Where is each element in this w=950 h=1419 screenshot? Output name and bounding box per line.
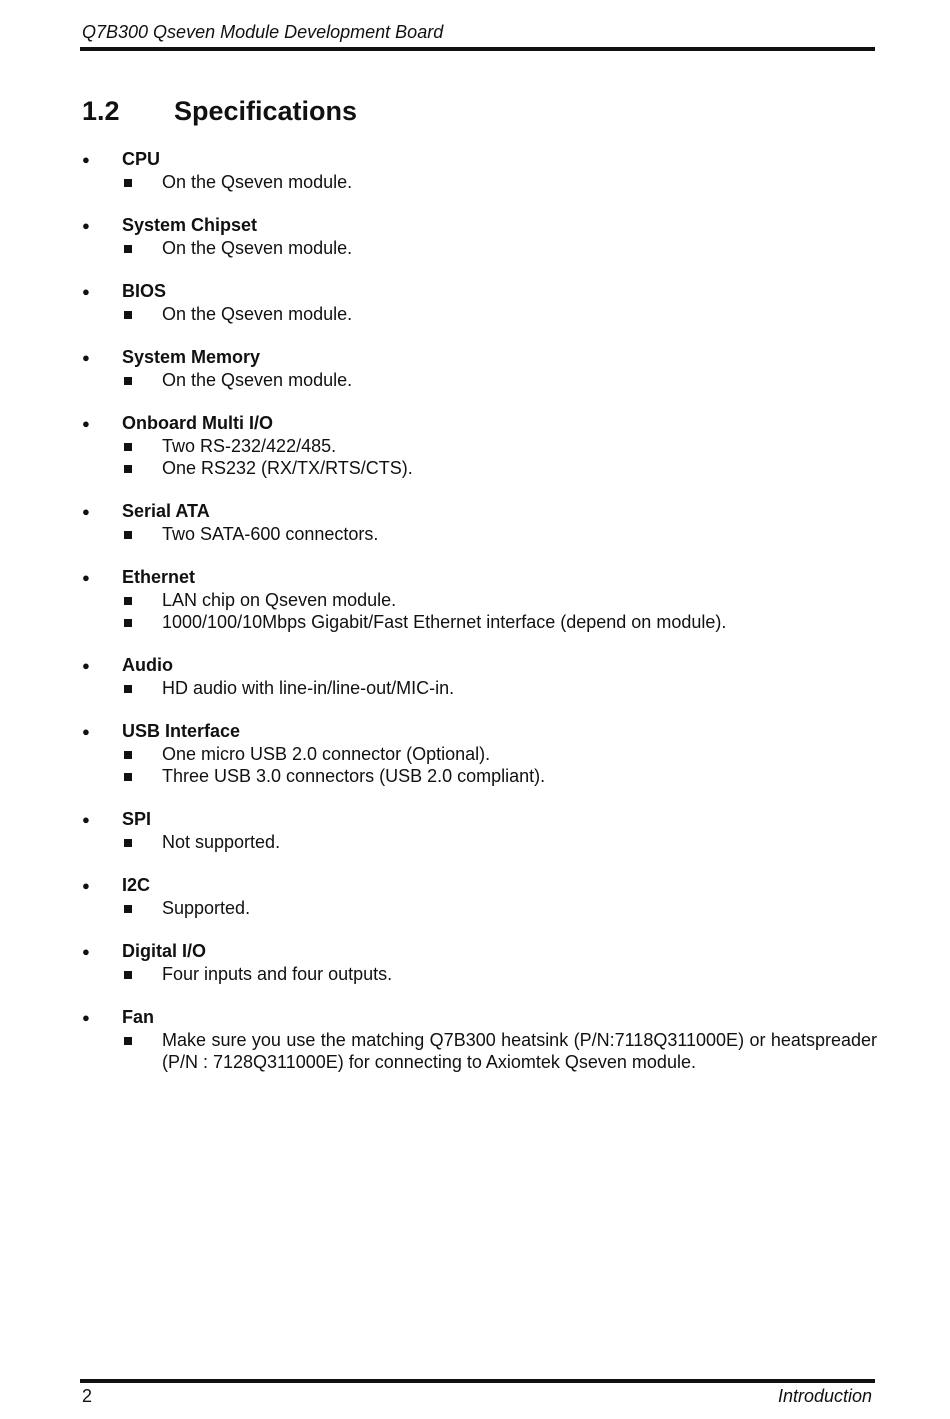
spec-items [82, 677, 877, 699]
spec-title-row [82, 280, 877, 303]
spec-item [82, 237, 877, 259]
spec-items [82, 171, 877, 193]
spec-title: Audio [122, 655, 173, 675]
spec-group [82, 412, 877, 479]
spec-item-text: On the Qseven module. [162, 370, 353, 390]
spec-item [82, 831, 877, 853]
spec-title-row [82, 412, 877, 435]
section-heading [82, 96, 357, 127]
square-bullet-icon [122, 765, 162, 787]
spec-group [82, 1006, 877, 1073]
spec-item-text: Make sure you use the matching Q7B300 heatsink (P/N:7118Q311000E) or heatspreader (P/N : 7128Q311000E) for connecting to Axiomtek Qseven module. [162, 1030, 877, 1072]
spec-title: BIOS [122, 281, 167, 301]
spec-title-row [82, 1006, 877, 1029]
spec-group [82, 566, 877, 633]
spec-items [82, 303, 877, 325]
spec-title-row [82, 148, 877, 171]
spec-title: Ethernet [122, 567, 196, 587]
spec-items [82, 831, 877, 853]
spec-group [82, 808, 877, 853]
spec-title: System Memory [122, 347, 261, 367]
square-bullet-icon [122, 303, 162, 325]
spec-item-text: Supported. [162, 898, 251, 918]
square-bullet-icon [122, 677, 162, 699]
spec-items [82, 1029, 877, 1073]
spec-item [82, 589, 877, 611]
spec-item [82, 677, 877, 699]
spec-item-text: Two SATA-600 connectors. [162, 524, 379, 544]
spec-item-text: On the Qseven module. [162, 172, 353, 192]
spec-item-text: One RS232 (RX/TX/RTS/CTS). [162, 458, 413, 478]
square-bullet-icon [122, 897, 162, 919]
running-header: Q7B300 Qseven Module Development Board [82, 22, 444, 42]
spec-title: SPI [122, 809, 152, 829]
square-bullet-icon [122, 457, 162, 479]
round-bullet-icon: ● [82, 284, 90, 299]
round-bullet-icon: ● [82, 504, 90, 519]
spec-list [82, 148, 877, 1094]
spec-group [82, 874, 877, 919]
spec-item [82, 303, 877, 325]
spec-group [82, 280, 877, 325]
spec-item [82, 435, 877, 457]
spec-items [82, 743, 877, 787]
spec-item-text: On the Qseven module. [162, 238, 353, 258]
spec-item [82, 1029, 877, 1073]
spec-items [82, 237, 877, 259]
square-bullet-icon [122, 237, 162, 259]
spec-items [82, 589, 877, 633]
spec-item [82, 523, 877, 545]
spec-item-text: Three USB 3.0 connectors (USB 2.0 compliant). [162, 766, 546, 786]
spec-title-row [82, 566, 877, 589]
spec-title: CPU [122, 149, 161, 169]
spec-title-row [82, 346, 877, 369]
square-bullet-icon [122, 611, 162, 633]
footer-rule [80, 1379, 875, 1383]
spec-item-text: 1000/100/10Mbps Gigabit/Fast Ethernet interface (depend on module). [162, 612, 727, 632]
spec-title: Serial ATA [122, 501, 210, 521]
section-title: Specifications [174, 96, 358, 126]
round-bullet-icon: ● [82, 350, 90, 365]
spec-title-row [82, 720, 877, 743]
square-bullet-icon [122, 435, 162, 457]
page-number: 2 [82, 1386, 93, 1406]
spec-title-row [82, 874, 877, 897]
round-bullet-icon: ● [82, 152, 90, 167]
square-bullet-icon [122, 831, 162, 853]
spec-group [82, 214, 877, 259]
spec-item-text: HD audio with line-in/line-out/MIC-in. [162, 678, 455, 698]
spec-items [82, 963, 877, 985]
header-rule [80, 47, 875, 51]
spec-item-text: LAN chip on Qseven module. [162, 590, 397, 610]
spec-item [82, 765, 877, 787]
round-bullet-icon: ● [82, 416, 90, 431]
spec-items [82, 435, 877, 479]
round-bullet-icon: ● [82, 1010, 90, 1025]
spec-title-row [82, 500, 877, 523]
spec-group [82, 940, 877, 985]
square-bullet-icon [122, 171, 162, 193]
square-bullet-icon [122, 1029, 162, 1051]
spec-item-text: Not supported. [162, 832, 281, 852]
spec-item [82, 743, 877, 765]
spec-title: USB Interface [122, 721, 241, 741]
spec-title: Onboard Multi I/O [122, 413, 273, 433]
spec-item [82, 963, 877, 985]
spec-title-row [82, 214, 877, 237]
square-bullet-icon [122, 963, 162, 985]
spec-title: System Chipset [122, 215, 258, 235]
spec-item [82, 457, 877, 479]
round-bullet-icon: ● [82, 812, 90, 827]
square-bullet-icon [122, 589, 162, 611]
spec-group [82, 500, 877, 545]
spec-item-text: Four inputs and four outputs. [162, 964, 393, 984]
square-bullet-icon [122, 523, 162, 545]
spec-group [82, 148, 877, 193]
section-number: 1.2 [82, 96, 120, 126]
spec-title: Fan [122, 1007, 155, 1027]
round-bullet-icon: ● [82, 878, 90, 893]
round-bullet-icon: ● [82, 944, 90, 959]
spec-title-row [82, 808, 877, 831]
round-bullet-icon: ● [82, 658, 90, 673]
round-bullet-icon: ● [82, 218, 90, 233]
square-bullet-icon [122, 369, 162, 391]
spec-item-text: One micro USB 2.0 connector (Optional). [162, 744, 491, 764]
round-bullet-icon: ● [82, 724, 90, 739]
spec-item [82, 611, 877, 633]
spec-item [82, 369, 877, 391]
square-bullet-icon [122, 743, 162, 765]
spec-item [82, 171, 877, 193]
spec-title-row [82, 654, 877, 677]
spec-item [82, 897, 877, 919]
spec-items [82, 897, 877, 919]
spec-group [82, 720, 877, 787]
spec-items [82, 369, 877, 391]
spec-item-text: On the Qseven module. [162, 304, 353, 324]
footer-section-name: Introduction [777, 1386, 872, 1406]
spec-group [82, 654, 877, 699]
spec-title: I2C [122, 875, 151, 895]
spec-item-text: Two RS-232/422/485. [162, 436, 337, 456]
spec-title: Digital I/O [122, 941, 207, 961]
spec-group [82, 346, 877, 391]
spec-title-row [82, 940, 877, 963]
round-bullet-icon: ● [82, 570, 90, 585]
spec-items [82, 523, 877, 545]
